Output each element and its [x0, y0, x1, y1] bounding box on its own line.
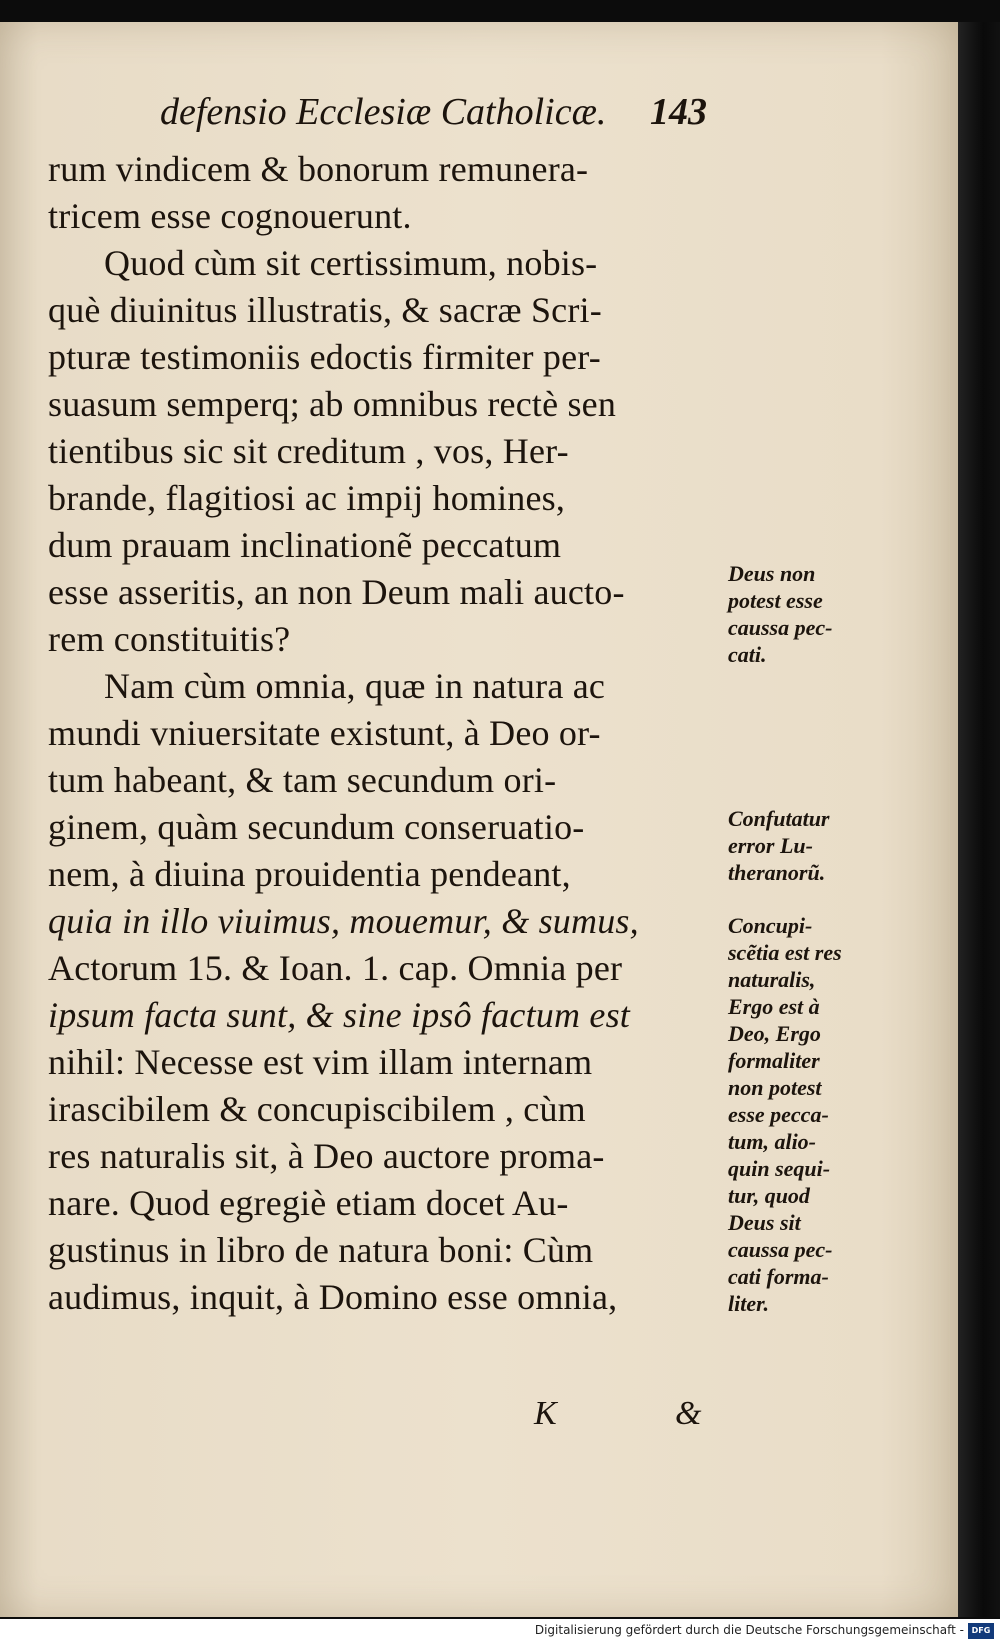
- margin-note-line: error Lu-: [728, 833, 813, 858]
- text-line: nare. Quod egregiè etiam docet Au-: [48, 1183, 569, 1223]
- margin-note-line: naturalis,: [728, 967, 816, 992]
- text-line: irascibilem & concupiscibilem , cùm: [48, 1089, 586, 1129]
- page-number: 143: [650, 91, 707, 133]
- text-line: pturæ testimoniis edoctis firmiter per-: [48, 337, 601, 377]
- margin-note-line: cati.: [728, 642, 767, 667]
- text-line: brande, flagitiosi ac impij homines,: [48, 478, 566, 518]
- text-line: rum vindicem & bonorum remunera-: [48, 149, 589, 189]
- margin-note: [728, 912, 868, 1317]
- margin-note-line: quin sequi-: [728, 1156, 831, 1181]
- text-line: audimus, inquit, à Domino esse omnia,: [48, 1277, 618, 1317]
- text-line: mundi vniuersitate existunt, à Deo or-: [48, 713, 601, 753]
- body-text: [48, 146, 720, 1321]
- text-line: Actorum 15. & Ioan. 1. cap. Omnia per: [48, 948, 623, 988]
- text-line: res naturalis sit, à Deo auctore proma-: [48, 1136, 605, 1176]
- text-line: nihil: Necesse est vim illam internam: [48, 1042, 593, 1082]
- margin-note-line: formaliter: [728, 1048, 820, 1073]
- page-footer-marks: [0, 1395, 958, 1445]
- signature-mark: K: [534, 1395, 557, 1432]
- text-line: esse asseritis, an non Deum mali aucto-: [48, 572, 625, 612]
- margin-note-line: Deus sit: [728, 1210, 801, 1235]
- text-line: tricem esse cognouerunt.: [48, 196, 412, 236]
- text-line: ipsum facta sunt, & sine ipsô factum est: [48, 995, 630, 1035]
- margin-note-line: Confutatur: [728, 806, 830, 831]
- text-line: Nam cùm omnia, quæ in natura ac: [104, 666, 606, 706]
- margin-note-line: tur, quod: [728, 1183, 810, 1208]
- funding-credit: Digitalisierung gefördert durch die Deutsche Forschungsgemeinschaft -: [534, 1623, 964, 1637]
- margin-note-line: Deo, Ergo: [728, 1021, 821, 1046]
- margin-note-line: theranorũ.: [728, 860, 826, 885]
- margin-note-line: Deus non: [728, 561, 816, 586]
- margin-note-line: caussa pec-: [728, 1237, 833, 1262]
- margin-note-line: cati forma-: [728, 1264, 829, 1289]
- text-line: quia in illo viuimus, mouemur, & sumus,: [48, 901, 639, 941]
- margin-note-line: non potest: [728, 1075, 822, 1100]
- scan-edge: [958, 22, 1000, 1617]
- text-line: suasum semperq; ab omnibus rectè sen: [48, 384, 617, 424]
- margin-note: [728, 560, 868, 668]
- text-line: què diuinitus illustratis, & sacræ Scri-: [48, 290, 602, 330]
- margin-note-line: Concupi-: [728, 913, 813, 938]
- catchword: &: [675, 1395, 702, 1432]
- text-line: rem constituitis?: [48, 619, 291, 659]
- text-line: ginem, quàm secundum conseruatio-: [48, 807, 585, 847]
- margin-note-line: esse pecca-: [728, 1102, 829, 1127]
- text-line: nem, à diuina prouidentia pendeant,: [48, 854, 571, 894]
- running-title: defensio Ecclesiæ Catholicæ.: [160, 91, 607, 133]
- text-line: dum prauam inclinationẽ peccatum: [48, 525, 562, 565]
- margin-note-line: caussa pec-: [728, 615, 833, 640]
- text-line: Quod cùm sit certissimum, nobis-: [104, 243, 598, 283]
- text-line: tientibus sic sit creditum , vos, Her-: [48, 431, 569, 471]
- margin-note-line: liter.: [728, 1291, 769, 1316]
- margin-note-line: potest esse: [728, 588, 823, 613]
- margin-note: [728, 805, 868, 886]
- text-line: gustinus in libro de natura boni: Cùm: [48, 1230, 594, 1270]
- running-header: [160, 90, 740, 150]
- margin-note-line: Ergo est à: [728, 994, 820, 1019]
- dfg-logo-icon: DFG: [968, 1623, 994, 1639]
- margin-note-line: tum, alio-: [728, 1129, 817, 1154]
- margin-note-line: scẽtia est res: [728, 940, 842, 965]
- text-line: tum habeant, & tam secundum ori-: [48, 760, 557, 800]
- digitization-footer: [0, 1619, 1000, 1645]
